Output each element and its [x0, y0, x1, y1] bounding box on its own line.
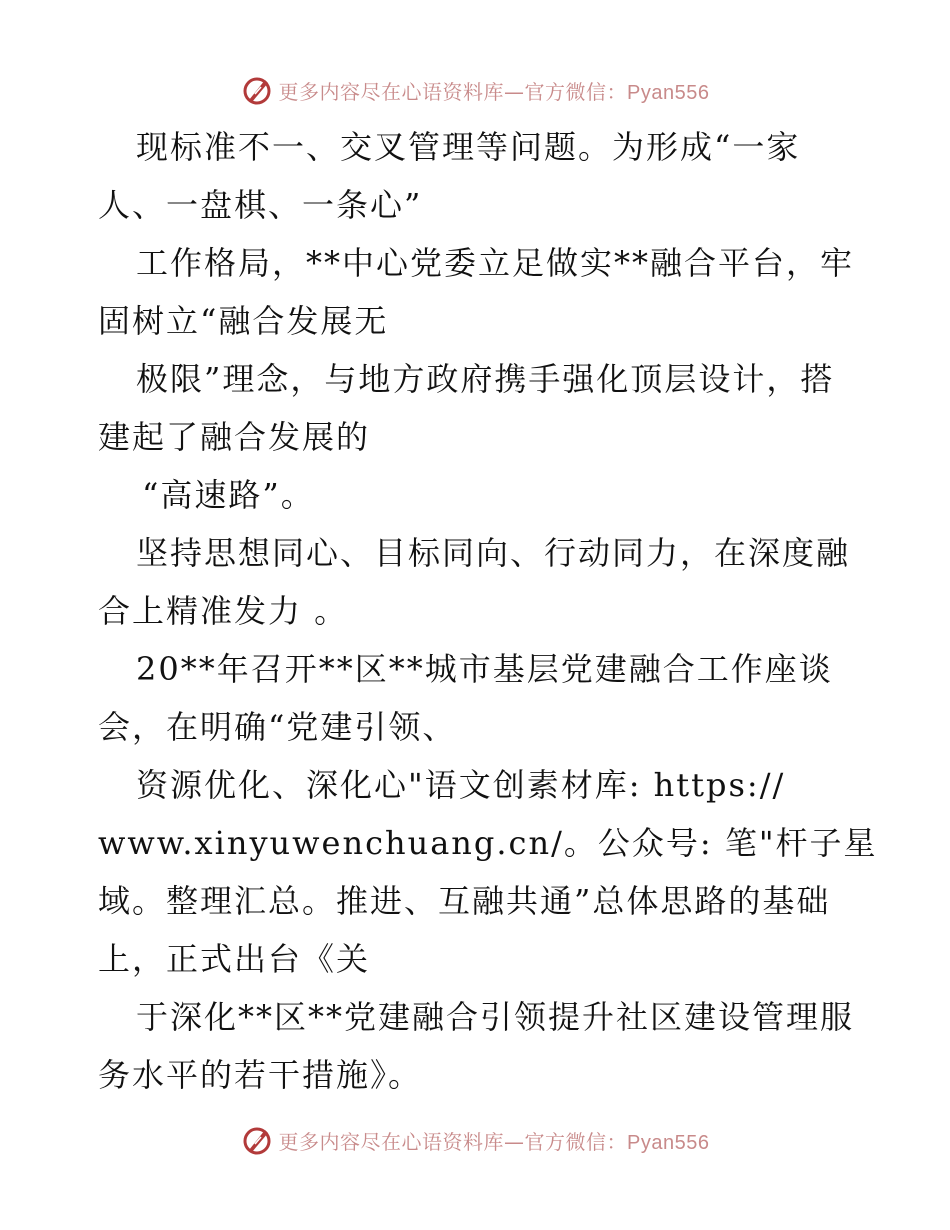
body-line: 现标准不一、交叉管理等问题。为形成“一家 — [136, 128, 801, 166]
body-line: 域。整理汇总。推进、互融共通”总体思路的基础 — [98, 882, 831, 920]
body-line: 20**年召开**区**城市基层党建融合工作座谈 — [136, 650, 833, 688]
footer-banner-text — [279, 1126, 710, 1155]
header-banner — [0, 70, 950, 110]
footer-banner-dash: — — [504, 1129, 525, 1154]
body-line: 务水平的若干措施》。 — [98, 1056, 423, 1094]
header-banner-text — [279, 76, 710, 105]
header-banner-dash: — — [504, 79, 525, 104]
body-line: “高速路”。 — [142, 476, 315, 514]
body-line: 会，在明确“党建引领、 — [98, 708, 457, 746]
footer-banner-title: 更多内容尽在心语资料库 — [278, 1129, 505, 1154]
body-line: 坚持思想同心、目标同向、行动同力，在深度融 — [136, 534, 851, 572]
body-line: 建起了融合发展的 — [98, 418, 371, 456]
body-line: 合上精准发力 。 — [98, 592, 349, 630]
body-line: 资源优化、深化心"语文创素材库: https:// — [136, 766, 786, 804]
body-line: 极限”理念，与地方政府携手强化顶层设计，搭 — [136, 360, 835, 398]
header-banner-wechat: 官方微信：Pyan556 — [524, 81, 710, 104]
body-line: 上，正式出台《关 — [98, 940, 371, 978]
header-banner-title: 更多内容尽在心语资料库 — [278, 79, 505, 104]
body-line: 于深化**区**党建融合引领提升社区建设管理服 — [136, 998, 855, 1036]
feather-pen-logo-icon — [241, 74, 273, 106]
body-line: 固树立“融合发展无 — [98, 302, 389, 340]
body-line: 人、一盘棋、一条心” — [98, 186, 423, 224]
footer-banner — [0, 1120, 950, 1160]
feather-pen-logo-icon — [241, 1124, 273, 1156]
footer-banner-wechat: 官方微信：Pyan556 — [524, 1131, 710, 1154]
body-line: 工作格局，**中心党委立足做实**融合平台，牢 — [136, 244, 855, 282]
body-line: www.xinyuwenchuang.cn/。公众号: 笔"杆子星 — [98, 824, 878, 862]
document-body — [98, 118, 878, 1104]
